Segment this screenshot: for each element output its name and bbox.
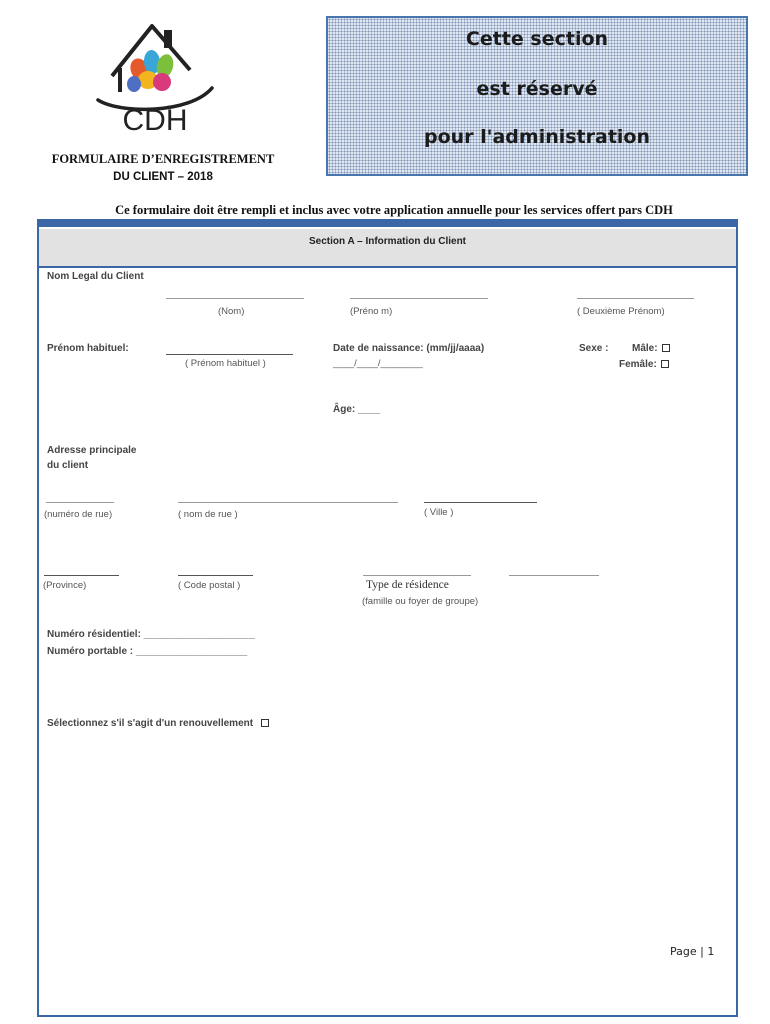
- street-name-caption: ( nom de rue ): [178, 509, 238, 520]
- nom-caption: (Nom): [218, 306, 245, 317]
- admin-box-line2: est réservé: [476, 78, 598, 100]
- female-label: Femâle:: [619, 359, 657, 370]
- deuxieme-prenom-caption: ( Deuxième Prénom): [577, 306, 665, 317]
- city-field[interactable]: [424, 502, 537, 503]
- admin-box-line1: Cette section: [465, 28, 609, 50]
- form-title-line1: FORMULAIRE D’ENREGISTREMENT: [51, 152, 275, 166]
- residence-type-caption: Type de résidence: [366, 579, 449, 591]
- nom-field[interactable]: [166, 298, 304, 299]
- renewal-option[interactable]: [47, 718, 269, 729]
- house-hands-icon: [90, 18, 220, 136]
- male-option[interactable]: [632, 343, 670, 354]
- section-frame: [37, 219, 738, 1017]
- postal-code-caption: ( Code postal ): [178, 580, 241, 591]
- city-caption: ( Ville ): [424, 507, 454, 518]
- form-title-line2: DU CLIENT – 2018: [113, 171, 213, 183]
- prenom-field[interactable]: [350, 298, 488, 299]
- section-title: Section A – Information du Client: [308, 236, 467, 247]
- residence-type-sub: (famille ou foyer de groupe): [362, 596, 479, 607]
- male-label: Mâle:: [632, 343, 658, 354]
- dob-label: Date de naissance: (mm/jj/aaaa): [333, 343, 485, 354]
- deuxieme-prenom-field[interactable]: [577, 298, 694, 299]
- postal-code-field[interactable]: [178, 575, 253, 576]
- home-phone-field[interactable]: Numéro résidentiel: ____________________: [47, 629, 255, 640]
- female-option[interactable]: [619, 359, 669, 370]
- legal-name-label: Nom Legal du Client: [47, 271, 144, 282]
- admin-box-line3: pour l'administration: [423, 126, 651, 148]
- renewal-checkbox[interactable]: [261, 719, 269, 727]
- residence-type-field[interactable]: [363, 575, 471, 576]
- street-number-field[interactable]: [46, 502, 114, 503]
- usual-name-label: Prénom habituel:: [47, 343, 129, 354]
- province-field[interactable]: [44, 575, 119, 576]
- sex-label: Sexe :: [579, 343, 609, 354]
- age-field[interactable]: Âge: ____: [333, 404, 381, 415]
- female-checkbox[interactable]: [661, 360, 669, 368]
- street-number-caption: (numéro de rue): [44, 509, 113, 520]
- usual-name-field[interactable]: [166, 354, 293, 355]
- province-caption: (Province): [43, 580, 87, 591]
- renewal-label: Sélectionnez s'il s'agit d'un renouvellement: [47, 718, 254, 729]
- cdh-logo: [90, 18, 220, 136]
- address-label-line1: Adresse principale: [47, 445, 137, 456]
- intro-text: Ce formulaire doit être rempli et inclus avec votre application annuelle pour les services offert pars CDH: [115, 203, 673, 217]
- address-label-line2: du client: [47, 460, 89, 471]
- street-name-field[interactable]: [178, 502, 398, 503]
- mobile-phone-field[interactable]: Numéro portable : ____________________: [47, 646, 248, 657]
- section-header-bar: [39, 229, 736, 268]
- prenom-caption: (Préno m): [350, 306, 393, 317]
- usual-name-caption: ( Prénom habituel ): [185, 358, 266, 369]
- dob-field[interactable]: ____/____/________: [333, 358, 423, 369]
- form-title: [28, 150, 298, 186]
- logo-text: CDH: [122, 104, 188, 136]
- admin-only-box: [326, 16, 748, 176]
- male-checkbox[interactable]: [662, 344, 670, 352]
- page-number: Page | 1: [670, 945, 715, 958]
- residence-type-field-2[interactable]: [509, 575, 599, 576]
